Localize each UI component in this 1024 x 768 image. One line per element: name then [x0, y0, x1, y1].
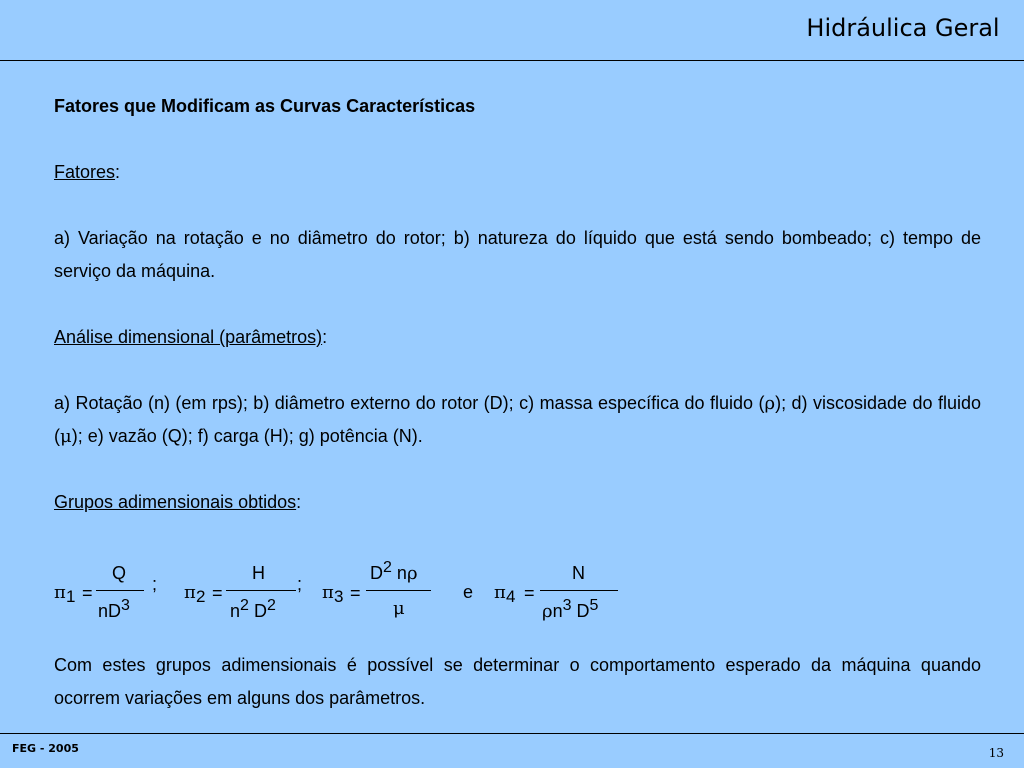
slide-title: Hidráulica Geral	[806, 14, 1000, 42]
conjunction: e	[463, 582, 474, 602]
footer-label: FEG - 2005	[12, 742, 79, 755]
page-number: 13	[988, 746, 1004, 760]
closing-paragraph: Com estes grupos adimensionais é possível se determinar o comportamento esperado da máquina quando ocorrem variações em alguns dos parâmetros.	[54, 655, 981, 708]
header-divider	[0, 60, 1024, 61]
grupos-label: Grupos adimensionais obtidos	[54, 492, 297, 512]
fatores-text: a) Variação na rotação e no diâmetro do rotor; b) natureza do líquido que está sendo bombeado; c) tempo de serviço da máquina.	[54, 228, 981, 281]
grupos-label-line: Grupos adimensionais obtidos:	[54, 492, 302, 512]
analise-label: Análise dimensional (parâmetros)	[54, 327, 323, 347]
dimensionless-groups: π 1 = Q nD3 ; π 2 = H n2 D2 ; π 3 = D2 nρ μ e π 4 = N ρn3 D5	[54, 556, 654, 628]
mu-symbol: μ	[60, 426, 72, 447]
fatores-label-line: Fatores:	[54, 162, 121, 182]
analise-text: a) Rotação (n) (em rps); b) diâmetro externo do rotor (D); c) massa específica do fluido (ρ); d) viscosidade do fluido (μ); e) vazão (Q); f) carga (H); g) potência (N).	[54, 393, 981, 447]
analise-label-line: Análise dimensional (parâmetros):	[54, 327, 328, 347]
rho-symbol: ρ	[764, 393, 776, 414]
footer-divider	[0, 733, 1024, 734]
slide-body	[54, 90, 981, 552]
fatores-label: Fatores	[54, 162, 116, 182]
section-heading: Fatores que Modificam as Curvas Características	[54, 96, 476, 116]
